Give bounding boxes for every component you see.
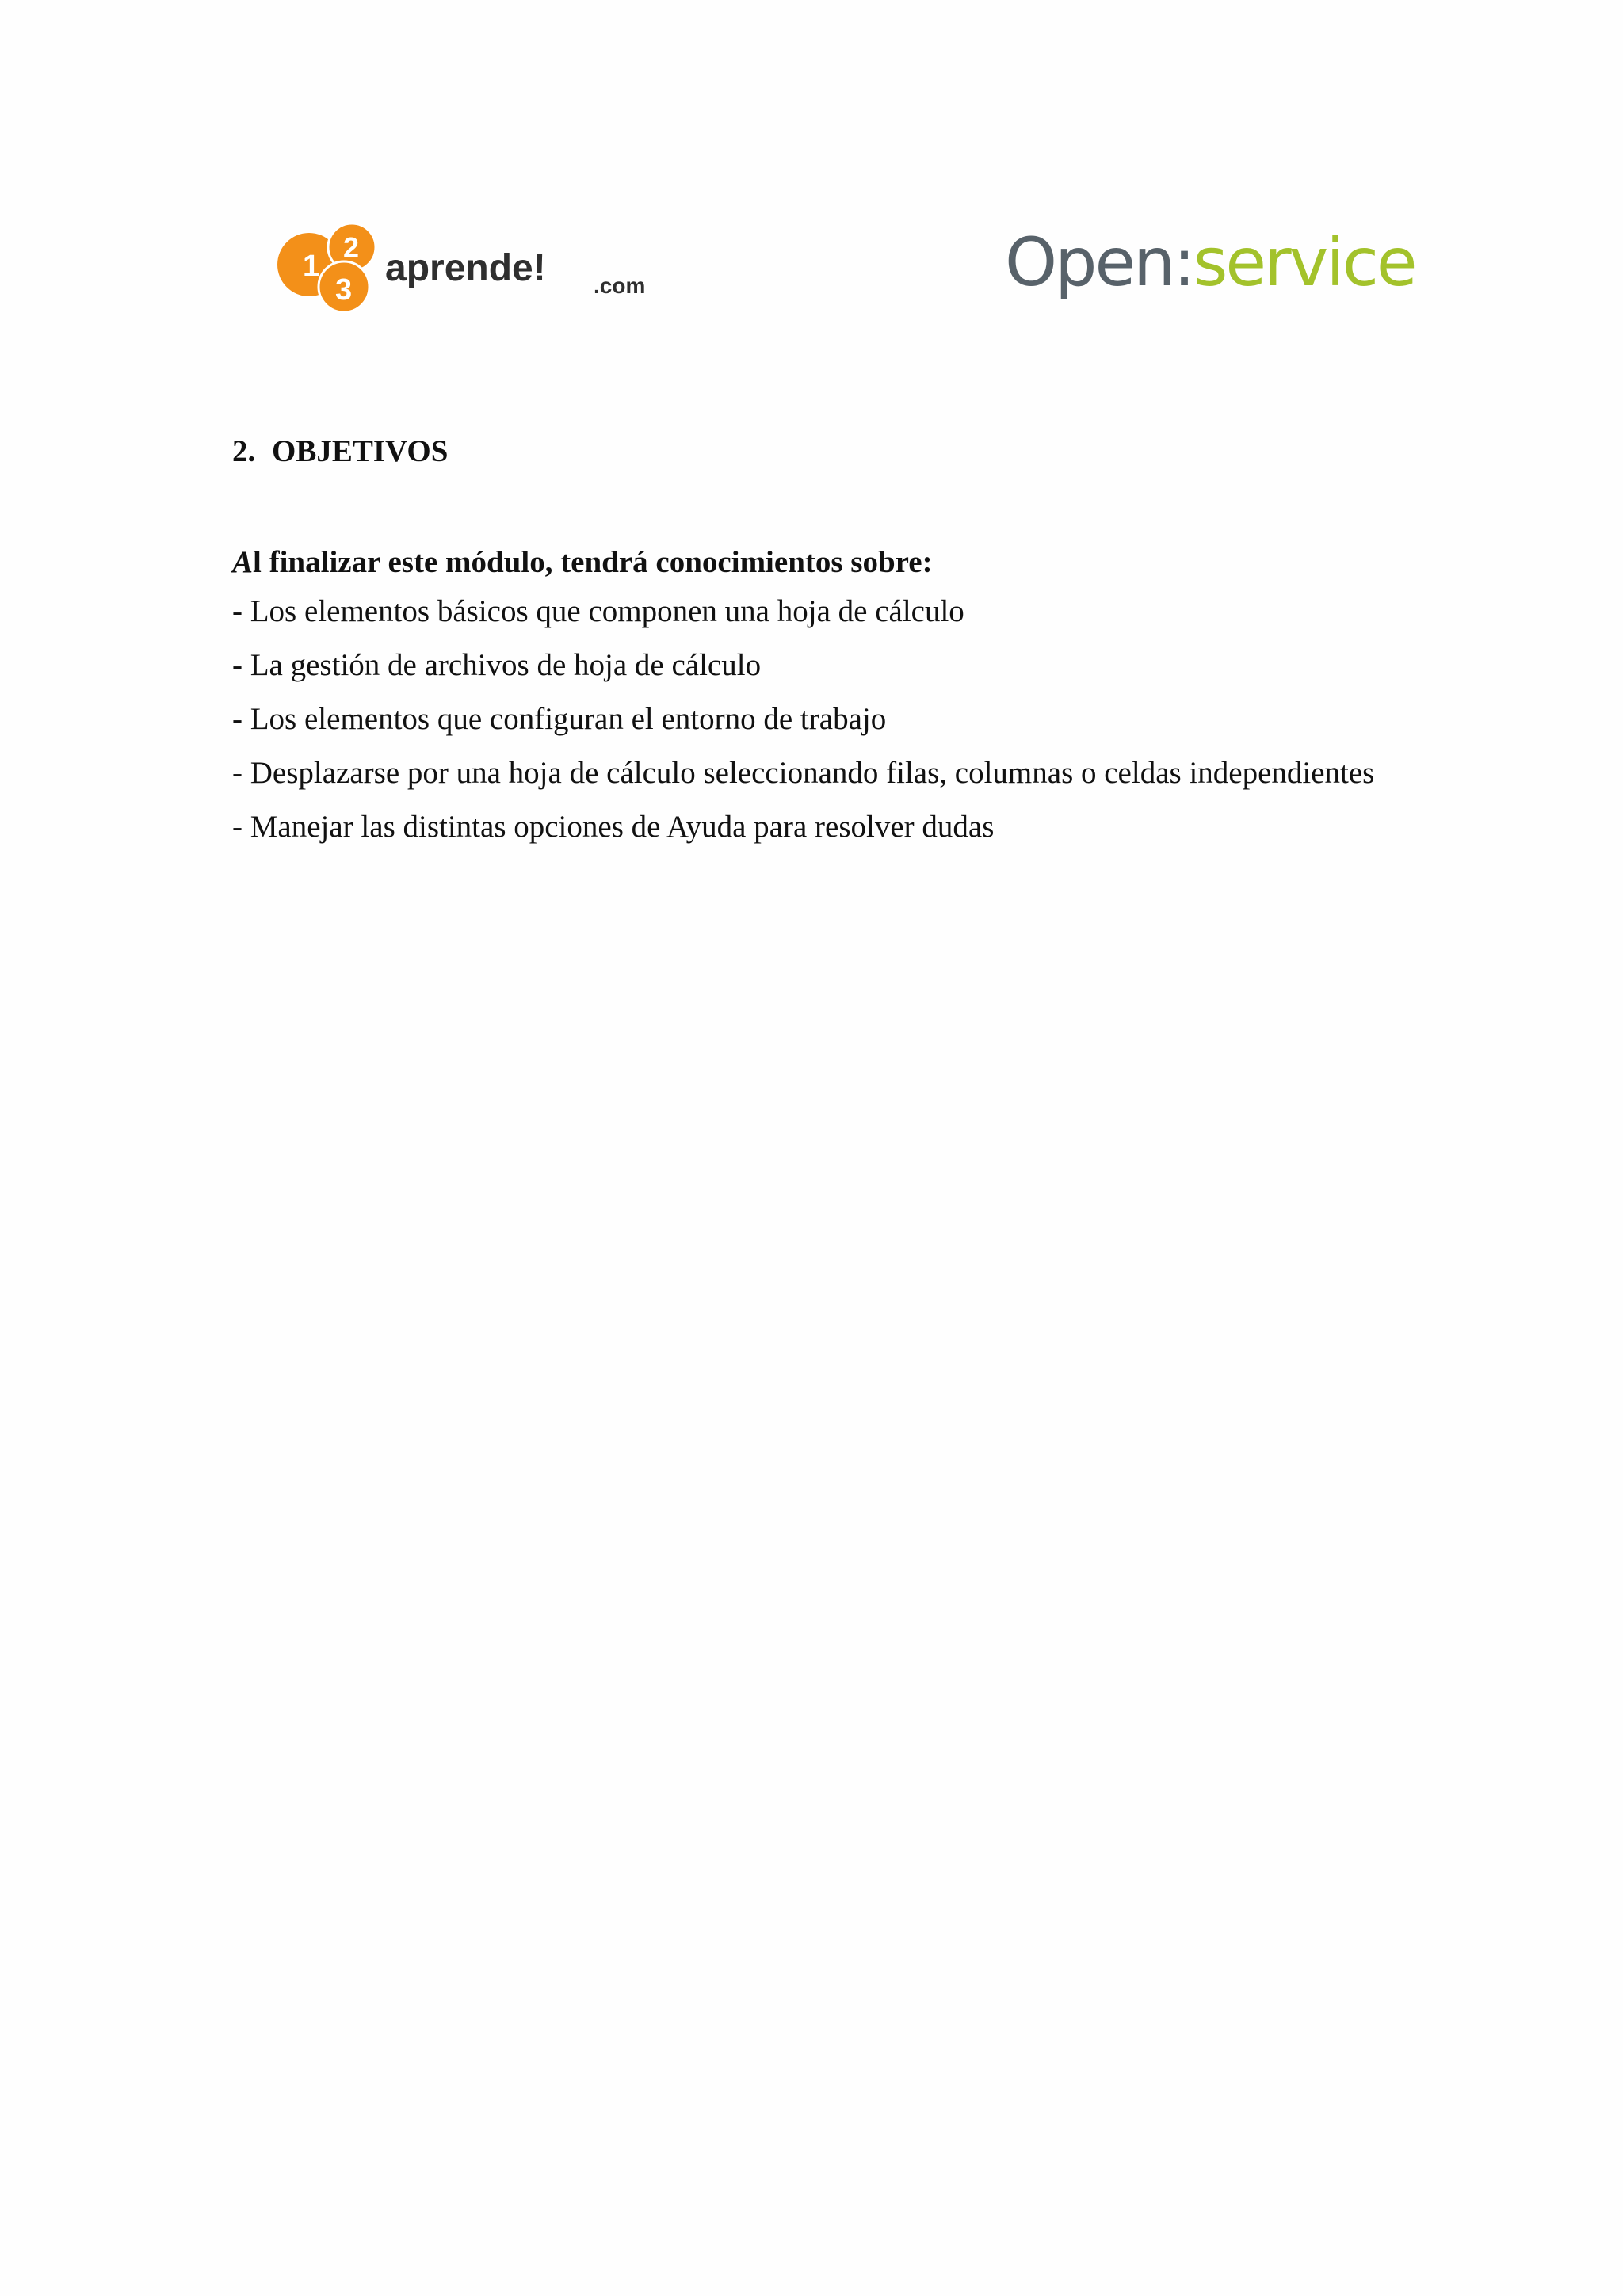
objective-item: - Los elementos que configuran el entorno de trabajo [232,702,887,736]
objective-item: - Desplazarse por una hoja de cálculo seleccionando filas, columnas o celdas independientes [232,756,1375,790]
section-heading [232,428,1421,475]
aprende-logo [273,223,685,312]
objective-item: - Los elementos básicos que componen una hoja de cálculo [232,594,964,628]
logo-word-service: service [1193,223,1415,301]
objectives-list [232,593,1421,846]
section-title: OBJETIVOS [272,434,449,468]
document-content [232,428,1421,862]
logo-number-3: 3 [335,273,353,307]
logo-separator: : [1173,223,1193,301]
openservice-logo [1005,223,1415,311]
objective-item: - Manejar las distintas opciones de Ayuda para resolver dudas [232,810,995,844]
objective-item: - La gestión de archivos de hoja de cálculo [232,648,762,682]
logo-number-2: 2 [343,231,360,264]
section-number: 2. [232,434,256,468]
intro-rest: l finalizar este módulo, tendrá conocimientos sobre: [253,545,933,579]
logo-word-com: .com [594,273,646,298]
intro-first-letter: A [232,545,254,579]
intro-sentence [232,539,1421,586]
logo-word-open: Open [1005,223,1174,301]
svg-text:Open:service [1005,223,1415,301]
logo-number-1: 1 [303,250,320,283]
logo-word-aprende: aprende! [385,247,546,289]
